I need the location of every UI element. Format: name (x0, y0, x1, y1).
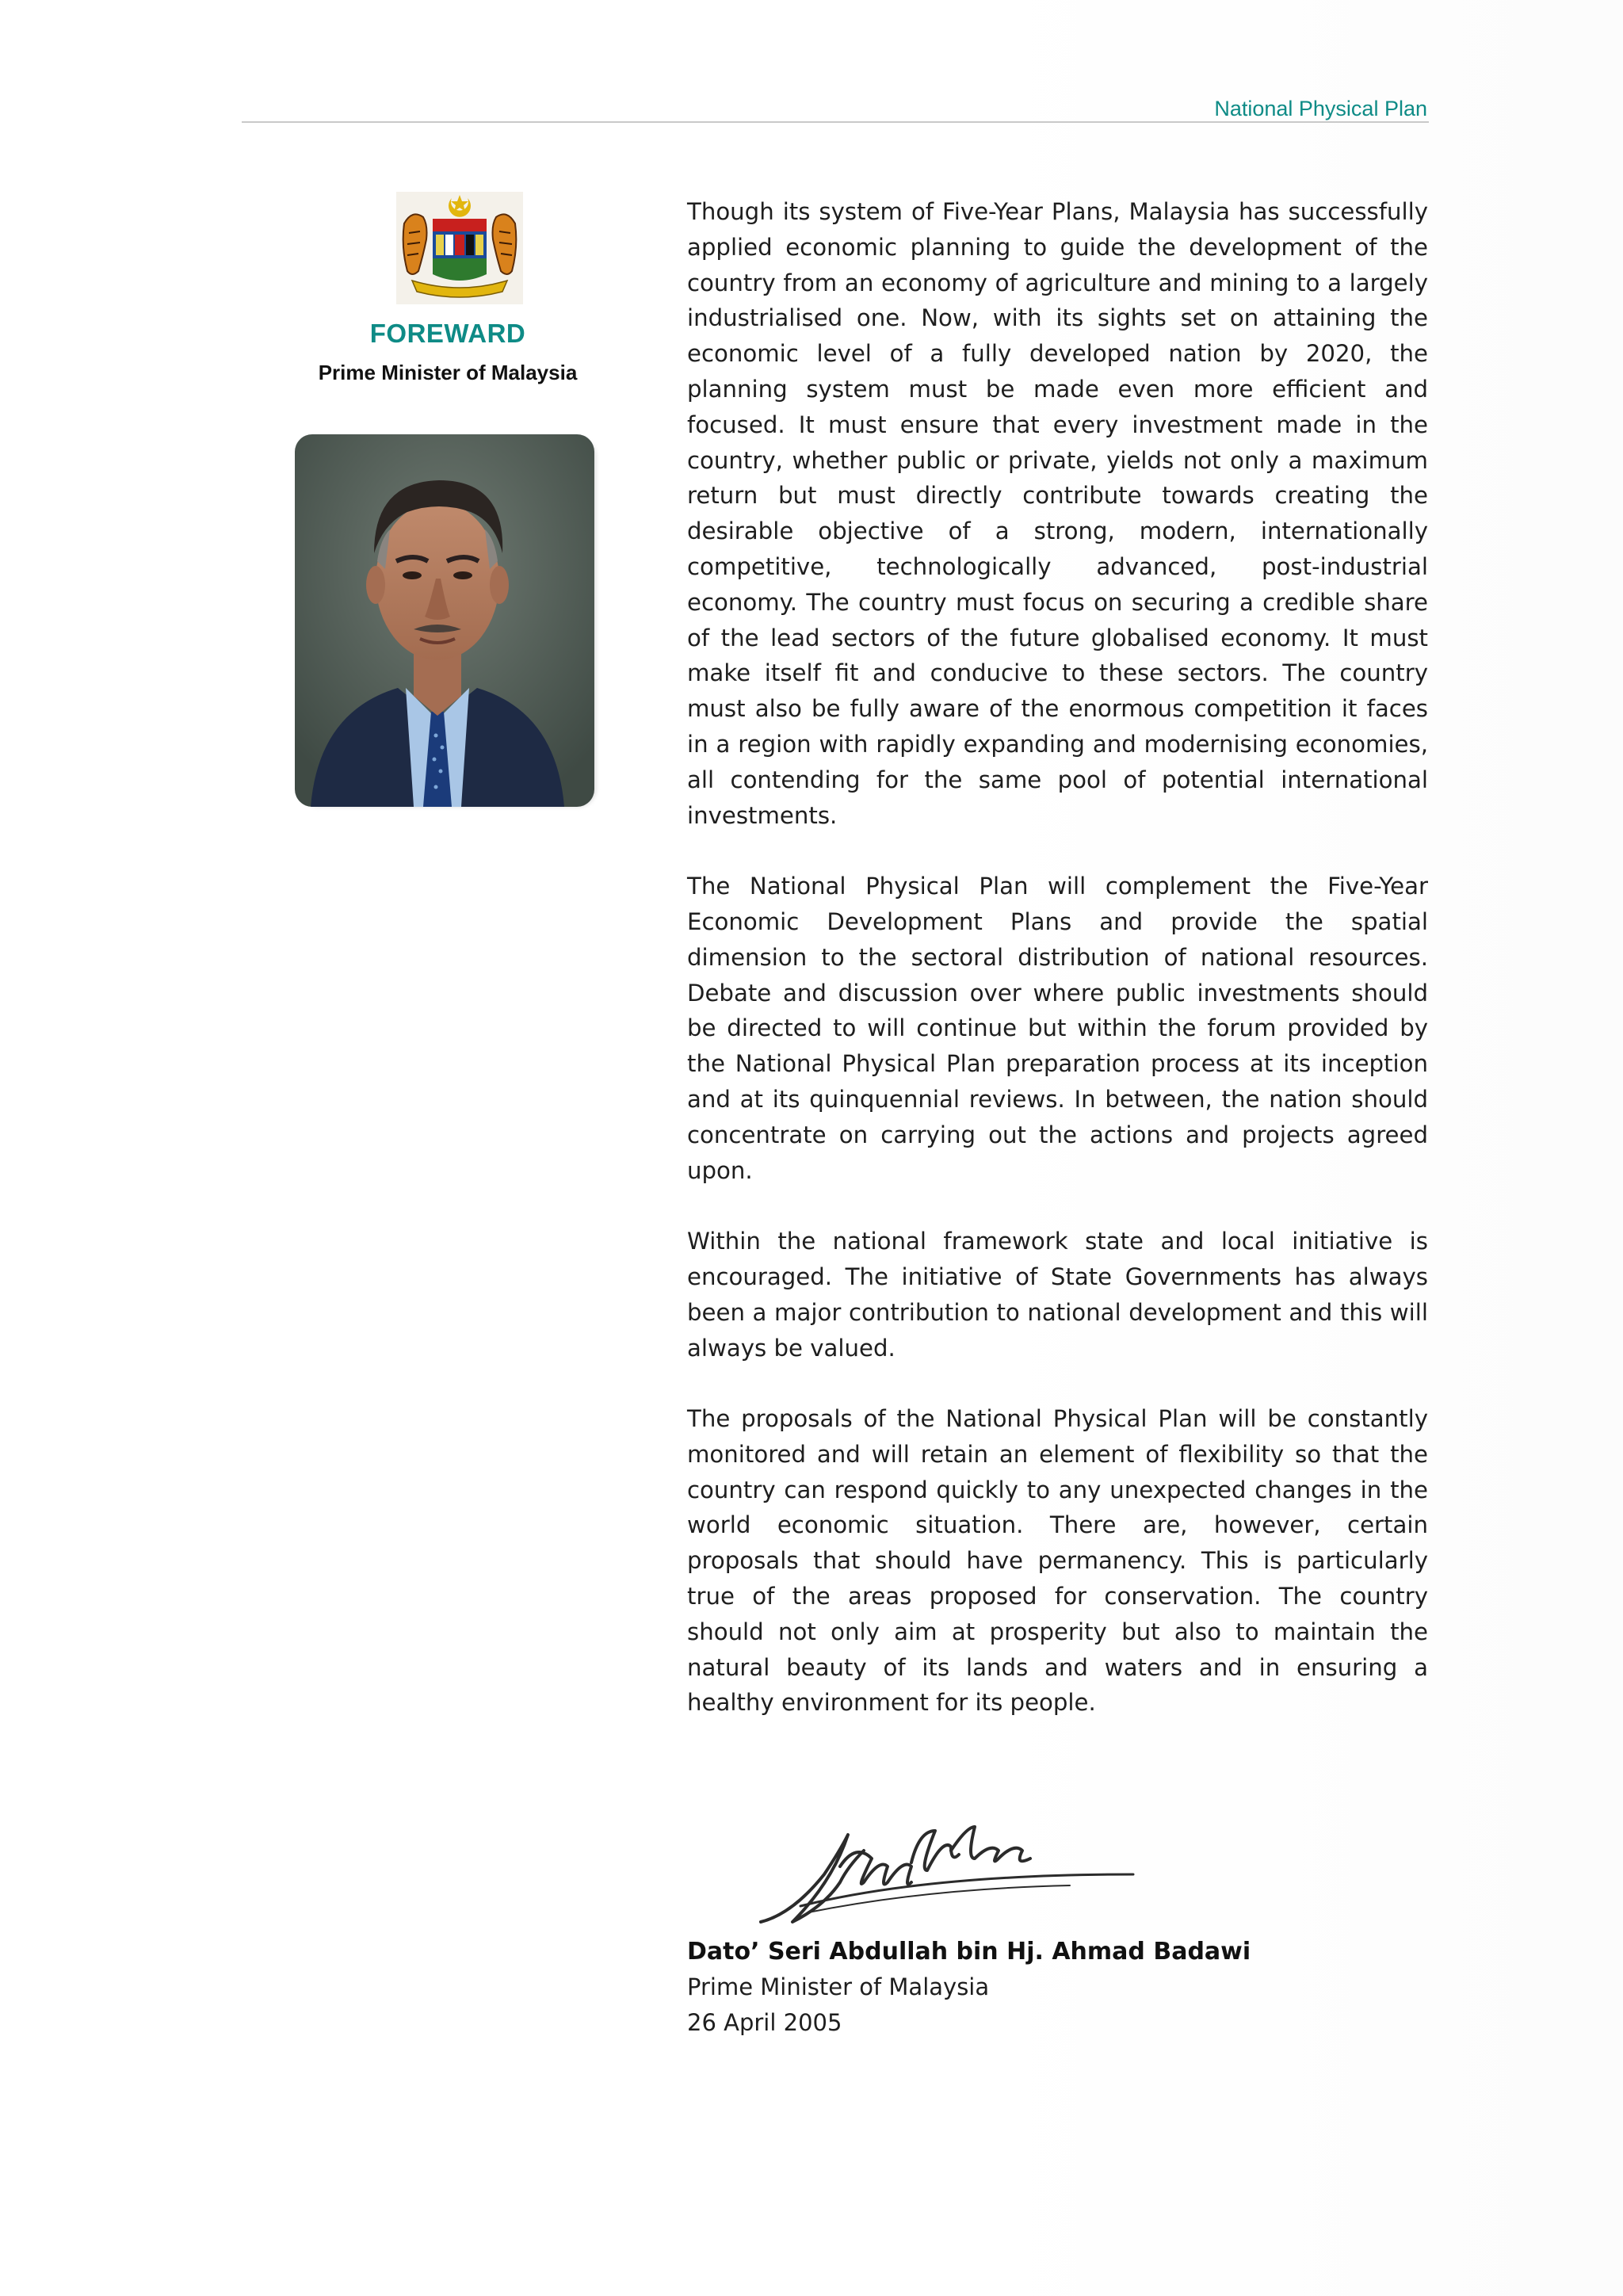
header-rule (242, 121, 1429, 123)
malaysia-coat-of-arms-icon (396, 192, 523, 304)
body-paragraph: Within the national framework state and local initiative is encouraged. The initiative of State Governments has always been a major contribution to national development and this will always be valued. (687, 1228, 1428, 1362)
foreward-subheading: Prime Minister of Malaysia (318, 361, 578, 384)
body-paragraph: The National Physical Plan will complement the Five-Year Economic Development Plans and provide the spatial dimension to the sectoral distribution of national resources. Debate and discussion over where public investments should be directed to will continue but within the forum provided by the National Physical Plan preparation process at its inception and at its quinquennial reviews. In between, the nation should concentrate on carrying out the actions and projects agreed upon. (687, 873, 1428, 1184)
body-paragraph: Though its system of Five-Year Plans, Malaysia has successfully applied economic planning to guide the development of the country from an economy of agriculture and mining to a largely industrialised one. Now, with its sights set on attaining the economic level of a fully developed nation by 2020, the planning system must be made even more efficient and focused. It must ensure that every investment made in the country, whether public or private, yields not only a maximum return but must directly contribute towards creating the desirable objective of a strong, modern, internationally competitive, technologically advanced, post-industrial economy. The country must focus on securing a credible share of the lead sectors of the future globalised economy. It must make itself fit and conducive to these sectors. The country must also be fully aware of the enormous competition it faces in a region with rapidly expanding and modernising economies, all contending for the same pool of potential international investments. (687, 198, 1428, 829)
running-header-title: National Physical Plan (1214, 97, 1427, 120)
foreword-body (687, 194, 1428, 1756)
prime-minister-portrait (295, 434, 594, 807)
signatory-name: Dato’ Seri Abdullah bin Hj. Ahmad Badawi (687, 1938, 1251, 1966)
handwritten-signature (753, 1819, 1149, 1930)
signoff-date: 26 April 2005 (687, 2009, 842, 2036)
body-paragraph: The proposals of the National Physical Plan will be constantly monitored and will retain an element of flexibility so that the country can respond quickly to any unexpected changes in the world economic situation. There are, however, certain proposals that should have permanency. This is particularly true of the areas proposed for conservation. The country should not only aim at prosperity but also to maintain the natural beauty of its lands and waters and in ensuring a healthy environment for its people. (687, 1405, 1428, 1717)
signatory-title: Prime Minister of Malaysia (687, 1973, 990, 2000)
foreward-heading: FOREWARD (369, 319, 526, 348)
